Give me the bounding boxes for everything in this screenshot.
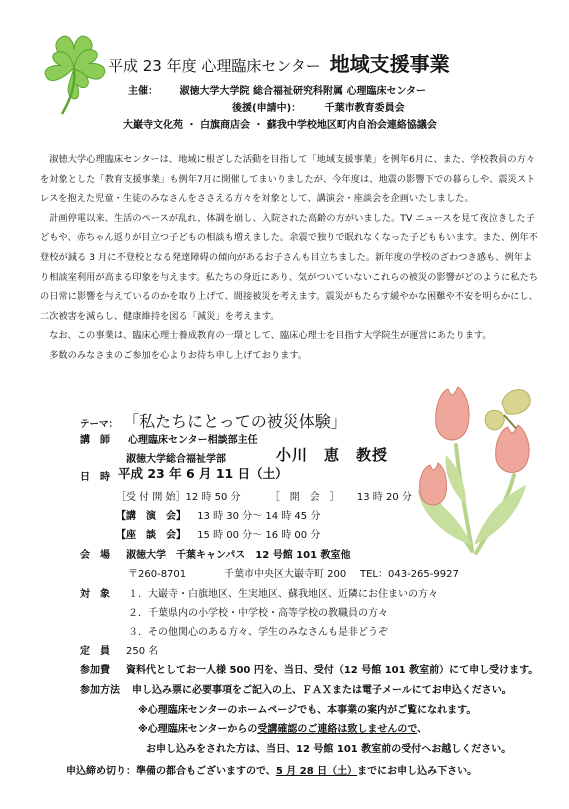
intro-paragraph: 淑徳大学心理臨床センターは、地域に根ざした活動を目指して「地域支援事業」を例年6月に、また、学校教員の方々を対象とした「教育支援事業」も例年7月に開催してまいりましたが、今年度は、地震の影響下での暮らしや、震災ストレスを抱えた児童・生徒のみなさんをささえる方々を対象として、講演会・座談会を企画いたしました。 [40,154,536,205]
intro-paragraph: なお、この事業は、臨床心理士養成教育の一環として、臨床心理士を目指す大学院生が運営にあたります。 [49,330,492,342]
note-no-confirmation [138,720,427,735]
organizer-label: 主催： [128,86,158,97]
support-label: 後援(申請中)： [232,103,302,114]
target-item: １．大巌寺・白旗地区、生実地区、蘇我地区、近隣にお住まいの方々 [128,589,438,600]
intro-text [40,150,540,366]
schedule-discussion [116,526,320,541]
fee: 資料代としてお一人様 500 円を、当日、受付（12 号館 101 教室前）にて申し受けます。 [126,665,539,676]
discussion-label: 【座 談 会】 [116,530,186,541]
support-line [232,99,405,114]
schedule-reception [116,488,412,503]
opening-time: 13 時 20 分 [356,492,412,503]
target-label: 対 象 [80,589,110,600]
tulip-illustration [410,385,560,560]
intro-paragraph: 多数のみなさまのご参加を心よりお待ち申し上げております。 [49,349,308,361]
method-label: 参加方法 [80,685,120,696]
target-item: ３．その他関心のある方々、学生のみなさんも是非どうぞ [128,627,388,638]
address: 千葉市中央区大巌寺町 200 [224,569,347,580]
method: 申し込み票に必要事項をご記入の上、ＦＡＸまたは電子メールにてお申込ください。 [132,685,512,696]
theme-label: テーマ： [80,419,119,430]
lecture-time: 13 時 30 分～ 14 時 45 分 [197,511,321,522]
lecture-label: 【講 演 会】 [116,511,186,522]
venue-label: 会 場 [80,550,110,561]
deadline-text: までにお申し込み下さい。 [357,766,478,777]
note-homepage: ※心理臨床センターのホームページでも、本事業の案内がご覧になれます。 [138,705,477,716]
discussion-time: 15 時 00 分～ 16 時 00 分 [197,530,321,541]
title-prefix: 平成 23 年度 心理臨床センター [108,57,321,75]
venue: 淑徳大学 千葉キャンパス 12 号館 101 教室他 [126,550,351,561]
cooperation: 大巌寺文化苑 ・ 白旗商店会 ・ 蘇我中学校地区町内自治会連絡協議会 [123,120,437,131]
deadline-date: 5 月 28 日（土） [275,766,358,777]
capacity: 250 名 [126,646,159,657]
deadline [66,762,477,777]
lecturer-title: 心理臨床センター相談部主任 [128,435,258,446]
postal-code: 〒260-8701 [128,569,187,580]
clover-icon [40,28,110,118]
deadline-text: 申込締め切り：準備の都合もございますので、 [66,766,276,777]
lecturer-label: 講 師 [80,435,110,446]
capacity-label: 定 員 [80,646,110,657]
theme: 「私たちにとっての被災体験」 [123,412,347,431]
organizer: 淑徳大学大学院 総合福祉研究科附属 心理臨床センター [179,86,427,97]
opening-label: ［ 開 会 ］ [269,492,340,503]
note-underlined: 受講確認のご連絡は致しませんので [257,724,418,735]
lecturer-affiliation: 淑徳大学総合福祉学部 [126,454,226,465]
telephone: TEL：043-265-9927 [360,569,459,580]
note-text: 、 [417,724,428,735]
organizer-line [128,82,426,97]
intro-paragraph: 計画停電以来、生活のペースが乱れ、体調を崩し、入院された高齢の方がいました。TV ニュースを見て夜泣きした子どもや、赤ちゃん返りが目立つ子どもの相談も増えました。余震で独りで眠れなくなった子どももいます。また、例年不登校が減る 3 月に不登校となる発達障碍の傾向があるお子さんも目立ちました。新年度の学校のざわつき感も、例年より相談室利用が高まる印象を与えます。私たちの身近にあり、気がついていないこれらの被災の影響がどのように私たちの日常に影響を与えているのかを取り上げて、間接被災を考えます。震災がもたらす緩やかな困難や不安を明らかにし、二次被害を減らし、健康維持を図る「減災」を考えます。 [40,212,539,322]
target-item: ２．千葉県内の小学校・中学校・高等学校の教職員の方々 [128,608,388,619]
title-main: 地域支援事業 [329,52,450,76]
note-text: ※心理臨床センターからの [138,724,258,735]
note-reception: お申し込みをされた方は、当日、12 号館 101 教室前の受付へお越しください。 [146,744,512,755]
fee-label: 参加費 [80,665,110,676]
lecturer-name: 小川 恵 教授 [276,446,389,464]
reception-time: ［受 付 開 始］12 時 50 分 [116,492,241,503]
support: 千葉市教育委員会 [324,103,405,114]
event-date: 平成 23 年 6 月 11 日（土） [118,466,288,481]
page-title [108,48,450,77]
date-label: 日 時 [80,472,110,483]
theme-line [80,409,347,432]
schedule-lecture [116,507,320,522]
